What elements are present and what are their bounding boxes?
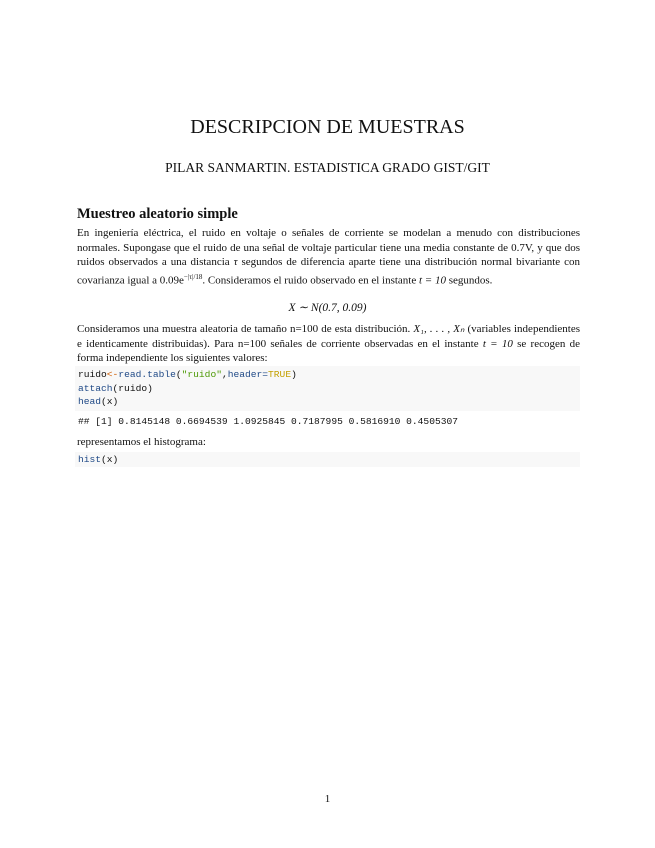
text: segundos de diferencia aparte tiene una distribución normal bivariante con covarianza igual a 0.09e xyxy=(77,256,580,287)
text: En ingeniería eléctrica, el ruido en voltaje o señales de corriente se modelan a menudo con distribuciones normales. Supongase que el ruido de una señal de voltaje particular tiene una media constante de 0.7V, y que dos ruidos observados a una distancia xyxy=(77,227,580,268)
math: τ xyxy=(233,256,238,268)
display-equation: X ∼ N(0.7, 0.09) xyxy=(288,302,367,314)
code-arg: (x) xyxy=(101,454,119,465)
code-block-hist xyxy=(75,452,580,467)
math: X₁, . . . , Xₙ xyxy=(413,323,465,335)
code-line: attach(ruido) xyxy=(78,382,153,394)
text: . Consideramos el ruido observado en el instante xyxy=(202,274,419,287)
text: (variables independientes e identicamente distribuidas). Para n=100 señales de corriente observadas en el instante xyxy=(77,323,580,350)
page-number: 1 xyxy=(324,793,331,805)
code-fn: hist xyxy=(78,454,102,465)
math: t = 10 xyxy=(419,274,446,287)
text: segundos. xyxy=(445,274,493,287)
document-title: DESCRIPCION DE MUESTRAS xyxy=(190,116,465,138)
text: se recogen de forma independiente los siguientes valores: xyxy=(77,337,580,364)
histogram-paragraph: representamos el histograma: xyxy=(77,436,206,448)
math-exponent: −|τ|/18 xyxy=(183,272,203,281)
sample-paragraph xyxy=(77,322,580,366)
code-block xyxy=(75,366,580,411)
intro-paragraph xyxy=(77,226,580,288)
document-subtitle: PILAR SANMARTIN. ESTADISTICA GRADO GIST/GIT xyxy=(165,160,490,175)
code-line: ruido<-read.table("ruido",header=TRUE) xyxy=(78,369,297,380)
section-heading: Muestreo aleatorio simple xyxy=(77,206,238,222)
code-line: head(x) xyxy=(78,396,119,407)
code-output: ## [1] 0.8145148 0.6694539 1.0925845 0.7187995 0.5816910 0.4505307 xyxy=(78,416,458,427)
text: Consideramos una muestra aleatoria de tamaño n=100 de esta distribución. xyxy=(77,323,414,335)
math: t = 10 xyxy=(482,337,513,350)
